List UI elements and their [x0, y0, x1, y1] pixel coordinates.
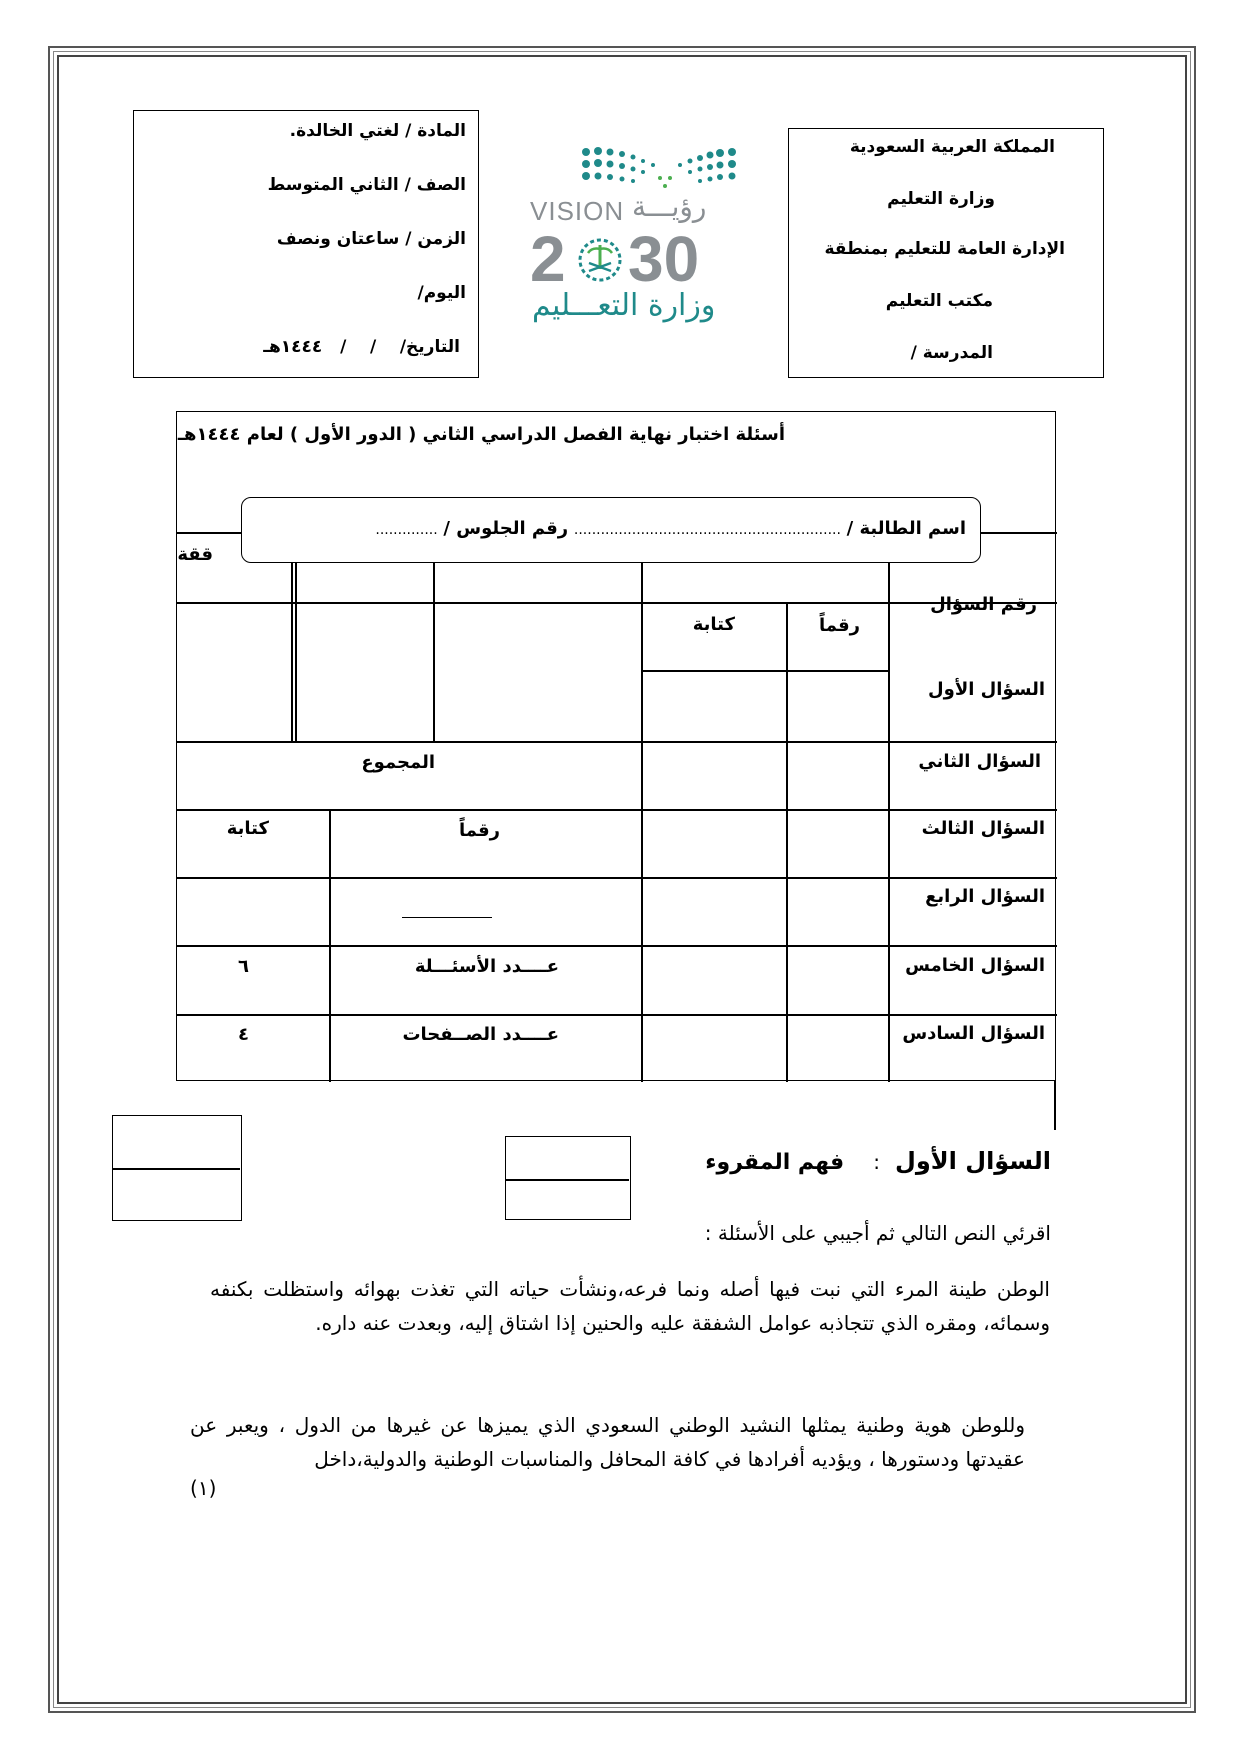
student-name-field[interactable]: ............................................................ — [573, 522, 841, 538]
date-line: التاريخ/ / / ١٤٤٤هـ — [263, 337, 460, 357]
pages-count-label: عــــدد الصــفحات — [402, 1024, 559, 1045]
year-2-text: 2 — [530, 223, 566, 295]
student-name-label: اسم الطالبة / — [846, 518, 966, 539]
overflow-fragment: ققة — [177, 544, 213, 565]
questions-count-value: ٦ — [238, 956, 249, 977]
question-number-header: رقم السؤال — [930, 594, 1037, 615]
row-question-4: السؤال الرابع — [925, 886, 1045, 907]
row-question-2: السؤال الثاني — [918, 751, 1041, 772]
vision-ar-text: رؤيـــة — [632, 190, 707, 223]
total-digits-header: رقماً — [459, 820, 500, 841]
header-ministry-box — [788, 128, 1104, 378]
day-line: اليوم/ — [417, 283, 466, 303]
palm-swords-emblem-icon — [575, 235, 625, 285]
reading-paragraph-1: الوطن طينة المرء التي نبت فيها أصله ونما فرعه،ونشأت حياته التي تغذت بهوائه واستظلت بكنفه وسمائه، ومقره الذي تتجاذبه عوامل الشفقة عليه والحنين إذا اشتاق إليه، وبعدت عنه داره. — [210, 1277, 1050, 1335]
questions-count-label: عــــدد الأسئـــلة — [414, 956, 559, 977]
row-question-5: السؤال الخامس — [905, 955, 1045, 976]
subject-line: المادة / لغتي الخالدة. — [289, 121, 466, 141]
digits-header: رقماً — [819, 615, 860, 636]
vision-en-text: VISION — [530, 196, 625, 226]
words-header: كتابة — [692, 614, 735, 635]
pages-count-value: ٤ — [238, 1024, 249, 1045]
question-1-topic: فهم المقروء — [705, 1150, 845, 1175]
ministry-logo-text: وزارة التعـــليم — [532, 288, 716, 323]
page-number: (١) — [190, 1476, 217, 1500]
question-1-separator: : — [873, 1150, 880, 1174]
question-1-title: السؤال الأول — [895, 1147, 1051, 1175]
duration-line: الزمن / ساعتان ونصف — [276, 229, 466, 249]
total-digits-line — [402, 917, 492, 918]
vision-2030-logo — [520, 140, 750, 330]
row-question-6: السؤال السادس — [902, 1023, 1045, 1044]
question-1-heading — [705, 1147, 1051, 1175]
total-words-header: كتابة — [226, 818, 269, 839]
row-question-1: السؤال الأول — [928, 679, 1045, 700]
reading-paragraph-2: وللوطن هوية وطنية يمثلها النشيد الوطني السعودي الذي يميزها عن غيرها من الدول ، ويعبر عن عقيدتها ودستورها ، ويؤديه أفرادها في كافة المحافل والمناسبات الوطنية والدولية،داخل — [190, 1413, 1025, 1471]
row-question-3: السؤال الثالث — [921, 818, 1045, 839]
seat-number-label: رقم الجلوس / — [443, 518, 569, 539]
school-line: المدرسة / — [910, 343, 993, 363]
education-office-line: مكتب التعليم — [885, 291, 993, 311]
header-exam-info-box — [133, 110, 479, 378]
ministry-line: وزارة التعليم — [887, 189, 995, 209]
grade-line: الصف / الثاني المتوسط — [267, 175, 466, 195]
directorate-line: الإدارة العامة للتعليم بمنطقة — [824, 239, 1065, 259]
student-info-bar — [241, 497, 981, 563]
score-box-middle — [505, 1136, 631, 1220]
reading-instruction: اقرئي النص التالي ثم أجيبي على الأسئلة : — [704, 1221, 1051, 1245]
total-label: المجموع — [361, 752, 435, 773]
seat-number-field[interactable]: .............. — [375, 522, 438, 538]
year-30-text: 30 — [628, 223, 700, 295]
kingdom-line: المملكة العربية السعودية — [849, 137, 1055, 157]
score-box-left — [112, 1115, 242, 1221]
table-side-line — [1054, 1080, 1056, 1130]
exam-title: أسئلة اختبار نهاية الفصل الدراسي الثاني ( الدور الأول ) لعام ١٤٤٤هـ — [177, 424, 785, 445]
